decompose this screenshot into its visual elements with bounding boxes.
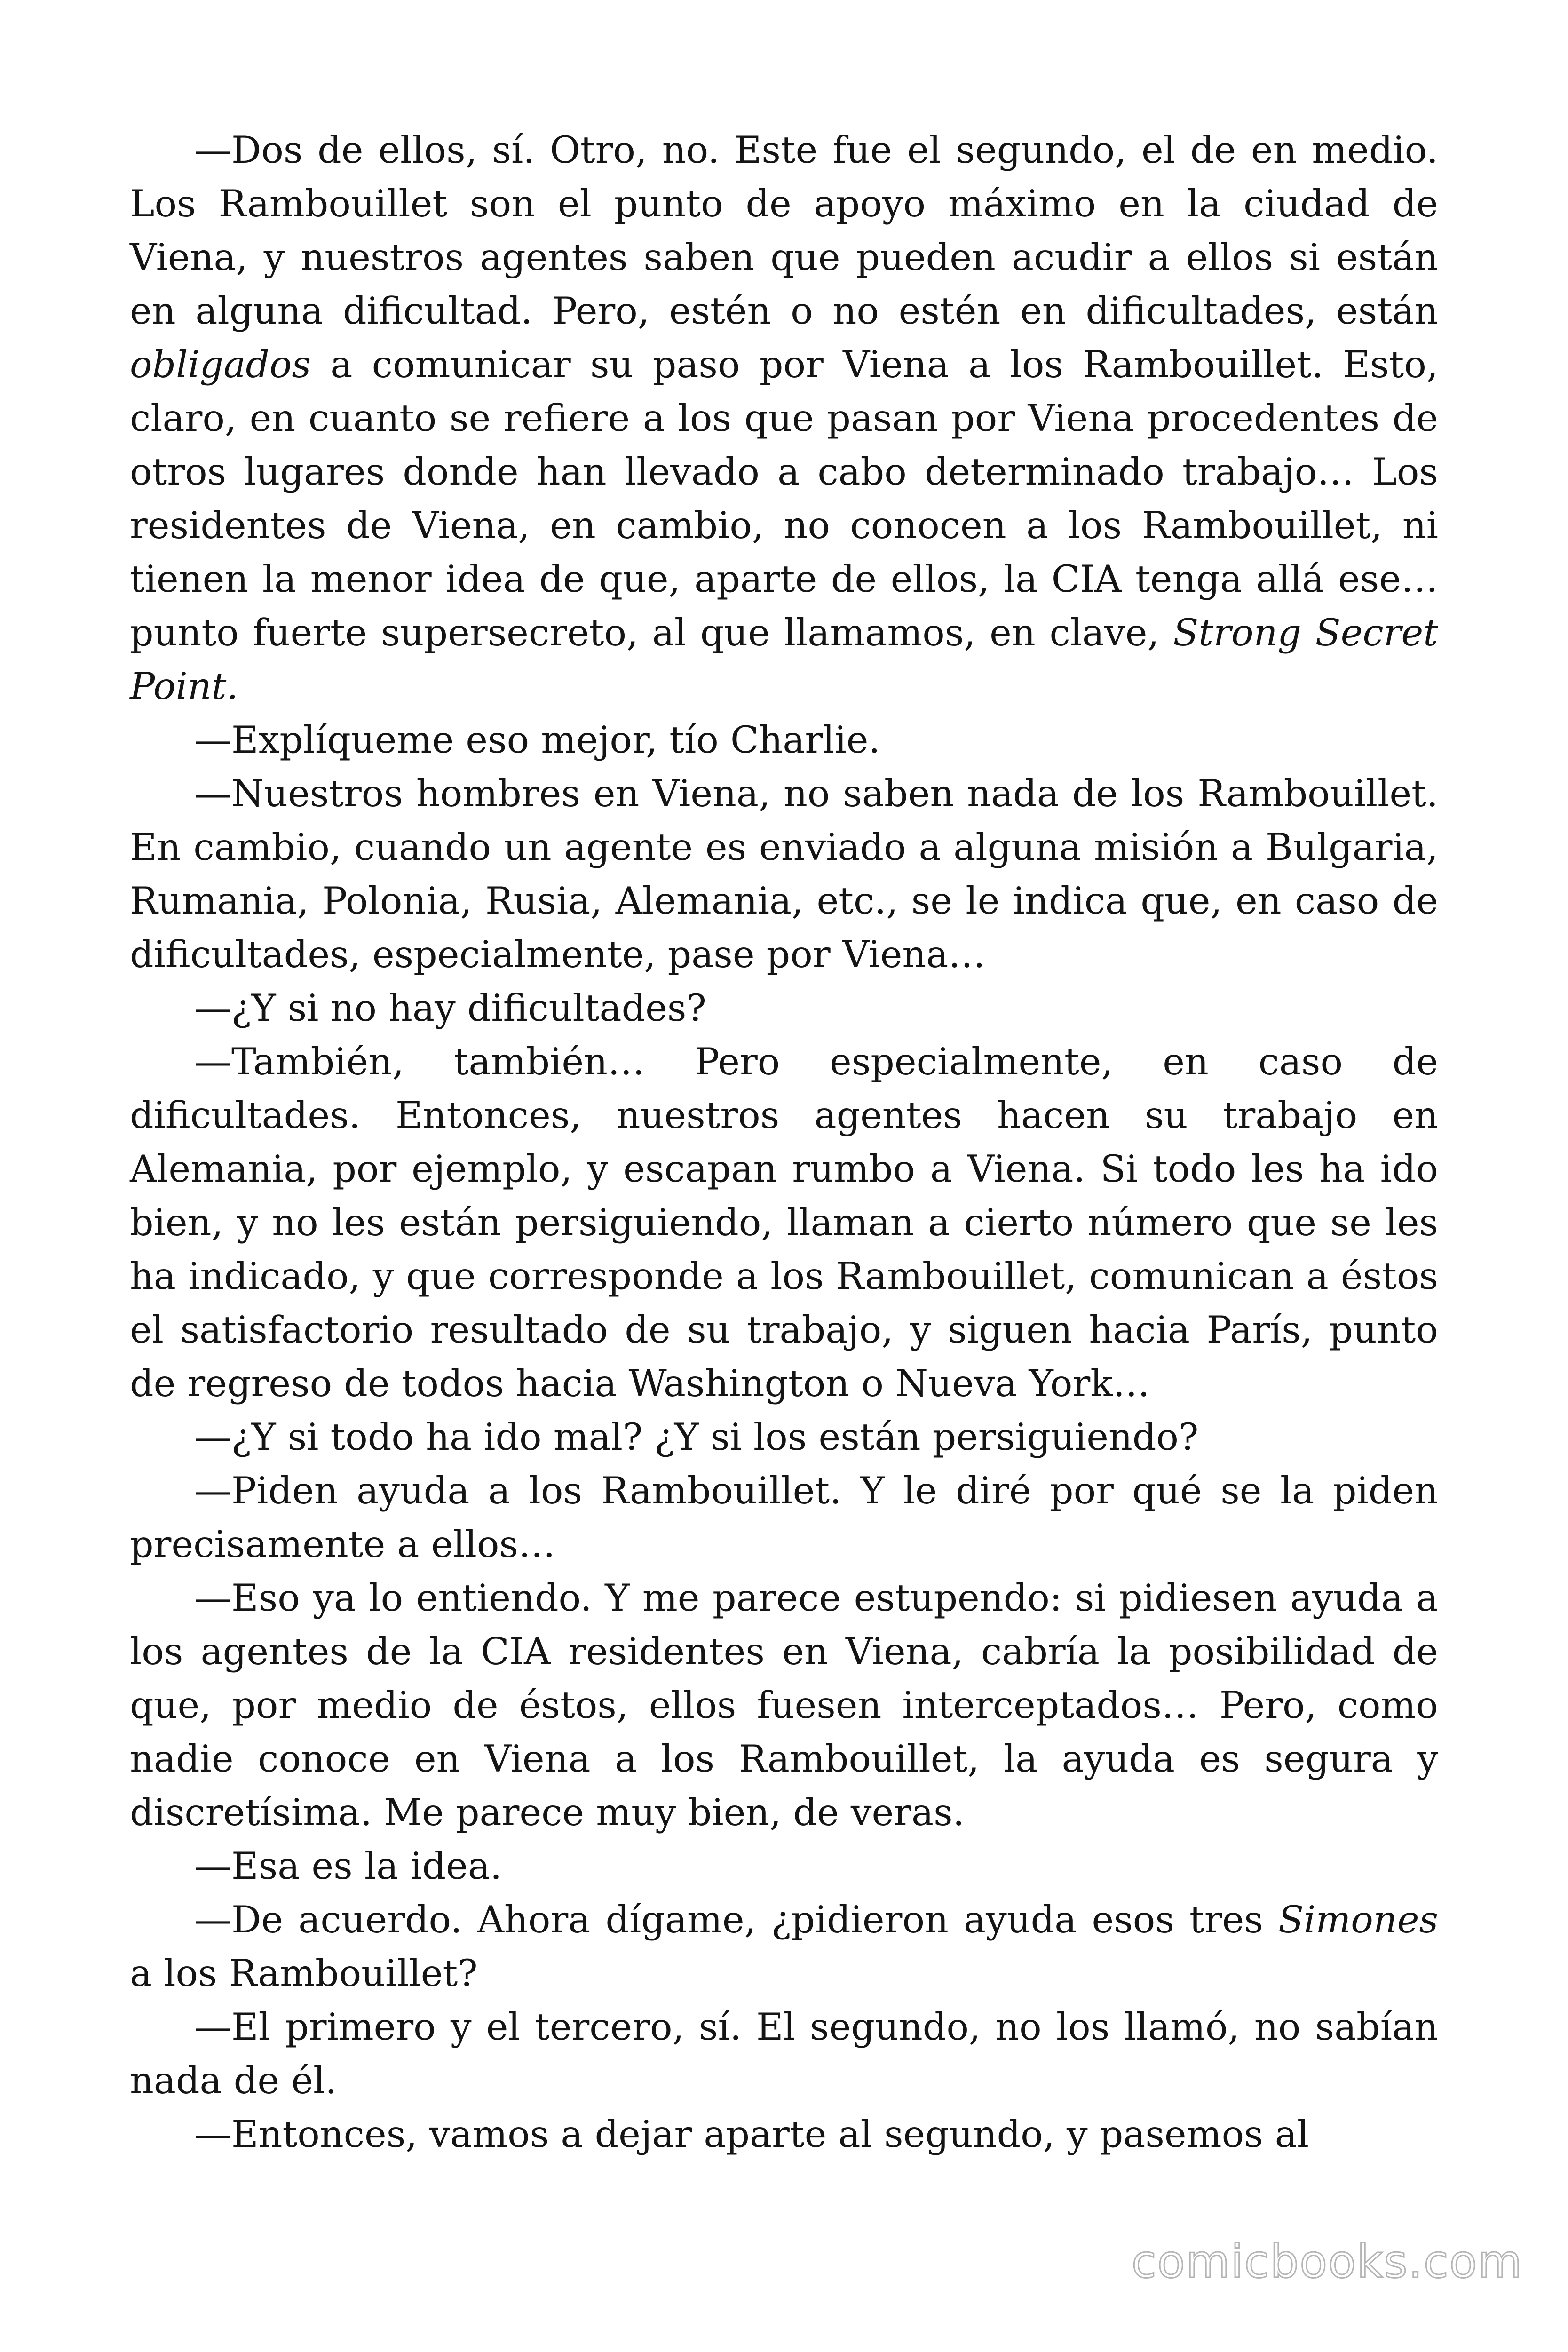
- paragraph: [130, 981, 1438, 1035]
- watermark: comicbooks.com: [1131, 2235, 1523, 2288]
- paragraph: [130, 767, 1438, 981]
- italic-text-segment: obligados: [130, 343, 311, 386]
- text-segment: —Eso ya lo entiendo. Y me parece estupendo: si pidiesen ayuda a los agentes de la CIA residentes en Viena, cabría la posibilidad de que, por medio de éstos, ellos fuesen interceptados… Pero, como nadie conoce en Viena a los Rambouillet, la ayuda es segura y discretísima. Me parece muy bien, de veras.: [130, 1576, 1438, 1834]
- italic-text-segment: Simones: [1278, 1898, 1438, 1941]
- text-segment: —Nuestros hombres en Viena, no saben nada de los Rambouillet. En cambio, cuando un agente es enviado a alguna misión a Bulgaria, Rumania, Polonia, Rusia, Alemania, etc., se le indica que, en caso de dificultades, especialmente, pase por Viena…: [130, 772, 1438, 976]
- paragraph: [130, 2000, 1438, 2107]
- text-segment: —Entonces, vamos a dejar aparte al segundo, y pasemos al: [194, 2113, 1309, 2156]
- text-segment: —También, también… Pero especialmente, en caso de dificultades. Entonces, nuestros agentes hacen su trabajo en Alemania, por ejemplo, y escapan rumbo a Viena. Si todo les ha ido bien, y no les están persiguiendo, llaman a cierto número que se les ha indicado, y que corresponde a los Rambouillet, comunican a éstos el satisfactorio resultado de su trabajo, y siguen hacia París, punto de regreso de todos hacia Washington o Nueva York…: [130, 1040, 1438, 1405]
- text-segment: —Esa es la idea.: [194, 1844, 502, 1888]
- paragraph: [130, 1464, 1438, 1571]
- text-segment: a los Rambouillet?: [130, 1952, 478, 1995]
- text-segment: —El primero y el tercero, sí. El segundo, no los llamó, no sabían nada de él.: [130, 2005, 1438, 2102]
- book-page-text: [130, 123, 1438, 2161]
- text-segment: —De acuerdo. Ahora dígame, ¿pidieron ayuda esos tres: [194, 1898, 1278, 1941]
- text-segment: a comunicar su paso por Viena a los Rambouillet. Esto, claro, en cuanto se refiere a los que pasan por Viena procedentes de otros lugares donde han llevado a cabo determinado trabajo… Los residentes de Viena, en cambio, no conocen a los Rambouillet, ni tienen la menor idea de que, aparte de ellos, la CIA tenga allá ese… punto fuerte supersecreto, al que llamamos, en clave,: [130, 343, 1438, 654]
- italic-text-segment: Strong Secret Point.: [130, 611, 1438, 708]
- text-segment: —Explíqueme eso mejor, tío Charlie.: [194, 718, 880, 762]
- paragraph: [130, 1839, 1438, 1893]
- text-segment: —Piden ayuda a los Rambouillet. Y le diré por qué se la piden precisamente a ellos…: [130, 1469, 1438, 1566]
- paragraph: [130, 1571, 1438, 1839]
- text-segment: —¿Y si todo ha ido mal? ¿Y si los están persiguiendo?: [194, 1415, 1199, 1459]
- paragraph: [130, 1893, 1438, 2000]
- paragraph: [130, 2107, 1438, 2161]
- text-segment: —¿Y si no hay dificultades?: [194, 986, 706, 1030]
- paragraph: [130, 123, 1438, 713]
- text-segment: —Dos de ellos, sí. Otro, no. Este fue el segundo, el de en medio. Los Rambouillet son el punto de apoyo máximo en la ciudad de Viena, y nuestros agentes saben que pueden acudir a ellos si están en alguna dificultad. Pero, estén o no estén en dificultades, están: [130, 128, 1438, 333]
- paragraph: [130, 713, 1438, 767]
- paragraph: [130, 1410, 1438, 1464]
- paragraph: [130, 1035, 1438, 1410]
